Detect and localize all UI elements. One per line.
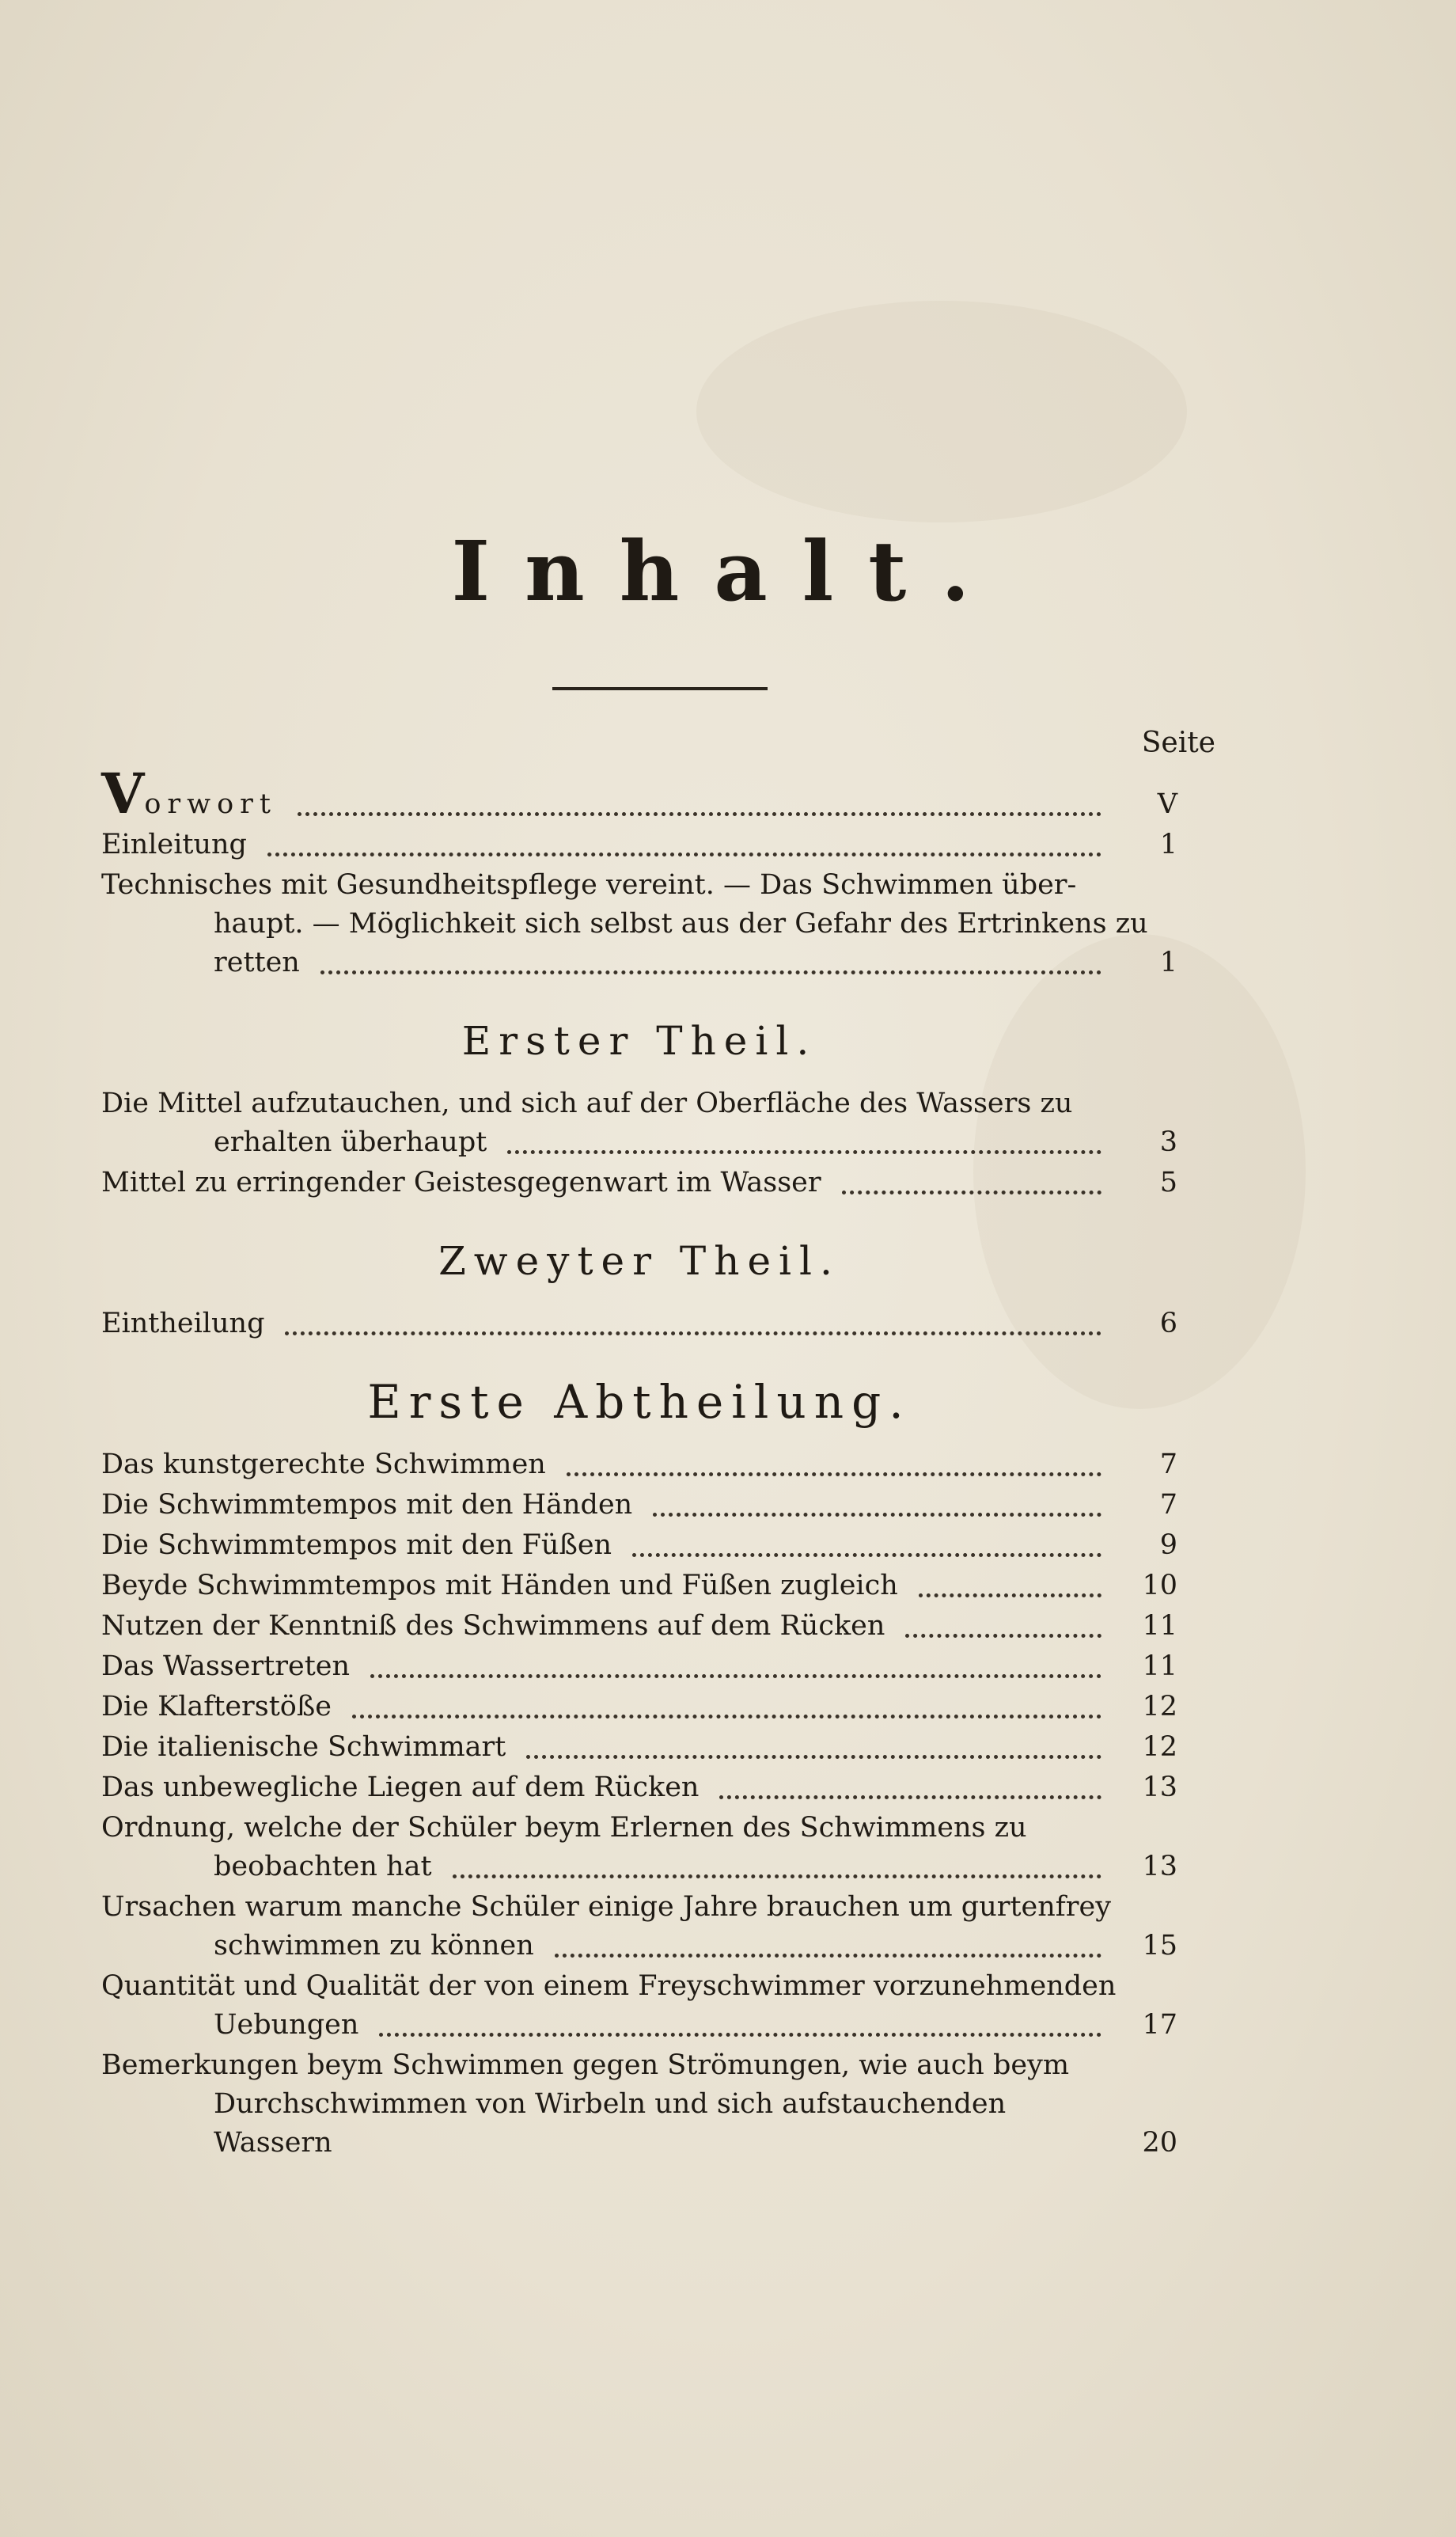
toc-entry-line: Die Schwimmtempos mit den Füßen: [101, 1529, 612, 1561]
toc-entry: [101, 1888, 1177, 1965]
toc-entry-text: [101, 1567, 1177, 1605]
leader-dots: [905, 1634, 1101, 1638]
toc-page-number: 3: [1159, 1126, 1177, 1158]
leader-dots: [320, 970, 1101, 974]
leader-dots: [526, 1755, 1101, 1759]
toc-entry-line: Das unbewegliche Liegen auf dem Rücken: [101, 1772, 700, 1803]
leader-dots: [285, 1331, 1101, 1335]
toc-entry-line: Das kunstgerechte Schwimmen: [101, 1449, 546, 1480]
toc-entry: [101, 1164, 1177, 1202]
toc-entry-line: Bemerkungen beym Schwimmen gegen Strömungen, wie auch beym: [101, 2049, 1070, 2081]
toc-page-number: 1: [1159, 829, 1177, 860]
toc-entry-line: Eintheilung: [101, 1308, 265, 1339]
leader-dots: [370, 1674, 1101, 1678]
toc-entry-line: Nutzen der Kenntniß des Schwimmens auf dem Rücken: [101, 1610, 885, 1642]
toc-entry: [101, 1445, 1177, 1484]
leader-dots: [632, 1553, 1101, 1557]
toc-entry-line: Das Wassertreten: [101, 1650, 351, 1682]
leader-dots: [298, 812, 1101, 816]
leader-dots: [352, 1715, 1101, 1719]
toc-entry-text: [101, 1526, 1177, 1565]
section-heading: Erster Theil.: [461, 1018, 817, 1064]
bleed-through-stain: [696, 301, 1187, 522]
toc-entry-line: retten: [214, 947, 300, 978]
leader-dots: [719, 1795, 1101, 1799]
leader-dots: [379, 2033, 1101, 2037]
leader-dots: [567, 1472, 1101, 1476]
toc-entry-line: haupt. — Möglichkeit sich selbst aus der Gefahr des Ertrinkens zu: [214, 908, 1148, 940]
toc-entry: [101, 1647, 1177, 1686]
toc-entry: [101, 1567, 1177, 1605]
toc-entry-line: Beyde Schwimmtempos mit Händen und Füßen zugleich: [101, 1570, 898, 1601]
toc-entry: [101, 866, 1177, 982]
toc-entry: [101, 1728, 1177, 1767]
toc-page-number: 7: [1159, 1489, 1177, 1521]
leader-dots: [919, 1593, 1101, 1597]
toc-page-number: 11: [1142, 1610, 1177, 1642]
toc-entry-line: Vorwort: [101, 761, 277, 826]
toc-entry: [101, 826, 1177, 864]
leader-dots: [453, 1874, 1101, 1878]
toc-entry: [101, 1967, 1177, 2045]
toc-entry-text: [101, 1647, 1177, 1686]
toc-page-number: 5: [1159, 1167, 1177, 1198]
toc-entry-line: Quantität und Qualität der von einem Freyschwimmer vorzunehmenden: [101, 1970, 1117, 2002]
toc-page-number: 10: [1142, 1570, 1177, 1601]
toc-page-number: 13: [1142, 1851, 1177, 1882]
toc-entry-line: Ordnung, welche der Schüler beym Erlernen des Schwimmens zu: [101, 1812, 1027, 1844]
toc-page-number: 20: [1142, 2127, 1177, 2159]
leader-dots: [653, 1513, 1101, 1517]
toc-page-number: 7: [1159, 1449, 1177, 1480]
toc-entry: [101, 1305, 1177, 1343]
toc-entry-text: [101, 1728, 1177, 1767]
toc-entry: [101, 1768, 1177, 1807]
toc-entry: [101, 1084, 1177, 1162]
toc-entry-line: Technisches mit Gesundheitspflege vereint. — Das Schwimmen über-: [101, 869, 1077, 901]
leader-dots: [267, 853, 1101, 856]
toc-page-number: 12: [1142, 1731, 1177, 1763]
toc-entry-line: Die Schwimmtempos mit den Händen: [101, 1489, 633, 1521]
toc-entry-line: schwimmen zu können: [214, 1930, 534, 1962]
toc-entry-text: [101, 1305, 1177, 1343]
toc-entry-text: [101, 1809, 1177, 1886]
toc-entry-text: [101, 1967, 1177, 2045]
toc-entry-line: Durchschwimmen von Wirbeln und sich aufstauchenden Wassern: [214, 2088, 1007, 2159]
toc-entry-text: [101, 761, 1177, 826]
toc-entry-line: Uebungen: [214, 2009, 359, 2041]
toc-entry: [101, 1688, 1177, 1726]
toc-entry-line: Die italienische Schwimmart: [101, 1731, 506, 1763]
toc-entry-text: [101, 1084, 1177, 1162]
toc-entry: [101, 761, 1177, 826]
toc-entry-line: Mittel zu erringender Geistesgegenwart im Wasser: [101, 1167, 821, 1198]
toc-page-number: V: [1157, 788, 1177, 820]
toc-entry-line: erhalten überhaupt: [214, 1126, 487, 1158]
title-rule: [552, 687, 768, 690]
toc-entry-line: beobachten hat: [214, 1851, 432, 1882]
leader-dots: [842, 1191, 1101, 1194]
toc-entry: [101, 1486, 1177, 1525]
toc-entry-text: [101, 1768, 1177, 1807]
leader-dots: [507, 1150, 1101, 1154]
toc-page-number: 17: [1142, 2009, 1177, 2041]
toc-entry: [101, 1526, 1177, 1565]
toc-page-number: 12: [1142, 1691, 1177, 1722]
toc-entry-line: Die Klafterstöße: [101, 1691, 332, 1722]
toc-entry-line: Einleitung: [101, 829, 247, 860]
toc-entry-text: [101, 826, 1177, 864]
table-of-contents: [101, 761, 1177, 2163]
toc-page-number: 9: [1159, 1529, 1177, 1561]
section-heading: Erste Abtheilung.: [367, 1375, 912, 1429]
toc-entry-text: [101, 2046, 1177, 2163]
toc-entry: [101, 1607, 1177, 1646]
page-title: Inhalt.: [451, 522, 1005, 620]
section-heading: Zweyter Theil.: [438, 1238, 840, 1284]
toc-page-number: 11: [1142, 1650, 1177, 1682]
toc-entry-text: [101, 1688, 1177, 1726]
toc-entry: [101, 2046, 1177, 2163]
toc-entry-text: [101, 1888, 1177, 1965]
toc-entry-text: [101, 1607, 1177, 1646]
toc-entry-text: [101, 1445, 1177, 1484]
page-column-label: Seite: [1141, 727, 1215, 759]
toc-entry-text: [101, 1164, 1177, 1202]
toc-entry-line: Ursachen warum manche Schüler einige Jahre brauchen um gurtenfrey: [101, 1891, 1111, 1923]
toc-entry-line: Die Mittel aufzutauchen, und sich auf der Oberfläche des Wassers zu: [101, 1088, 1073, 1119]
toc-page-number: 1: [1159, 947, 1177, 978]
toc-page-number: 6: [1159, 1308, 1177, 1339]
toc-entry-text: [101, 866, 1177, 982]
toc-page-number: 15: [1142, 1930, 1177, 1962]
toc-entry: [101, 1809, 1177, 1886]
toc-page-number: 13: [1142, 1772, 1177, 1803]
leader-dots: [555, 1954, 1101, 1958]
toc-entry-text: [101, 1486, 1177, 1525]
